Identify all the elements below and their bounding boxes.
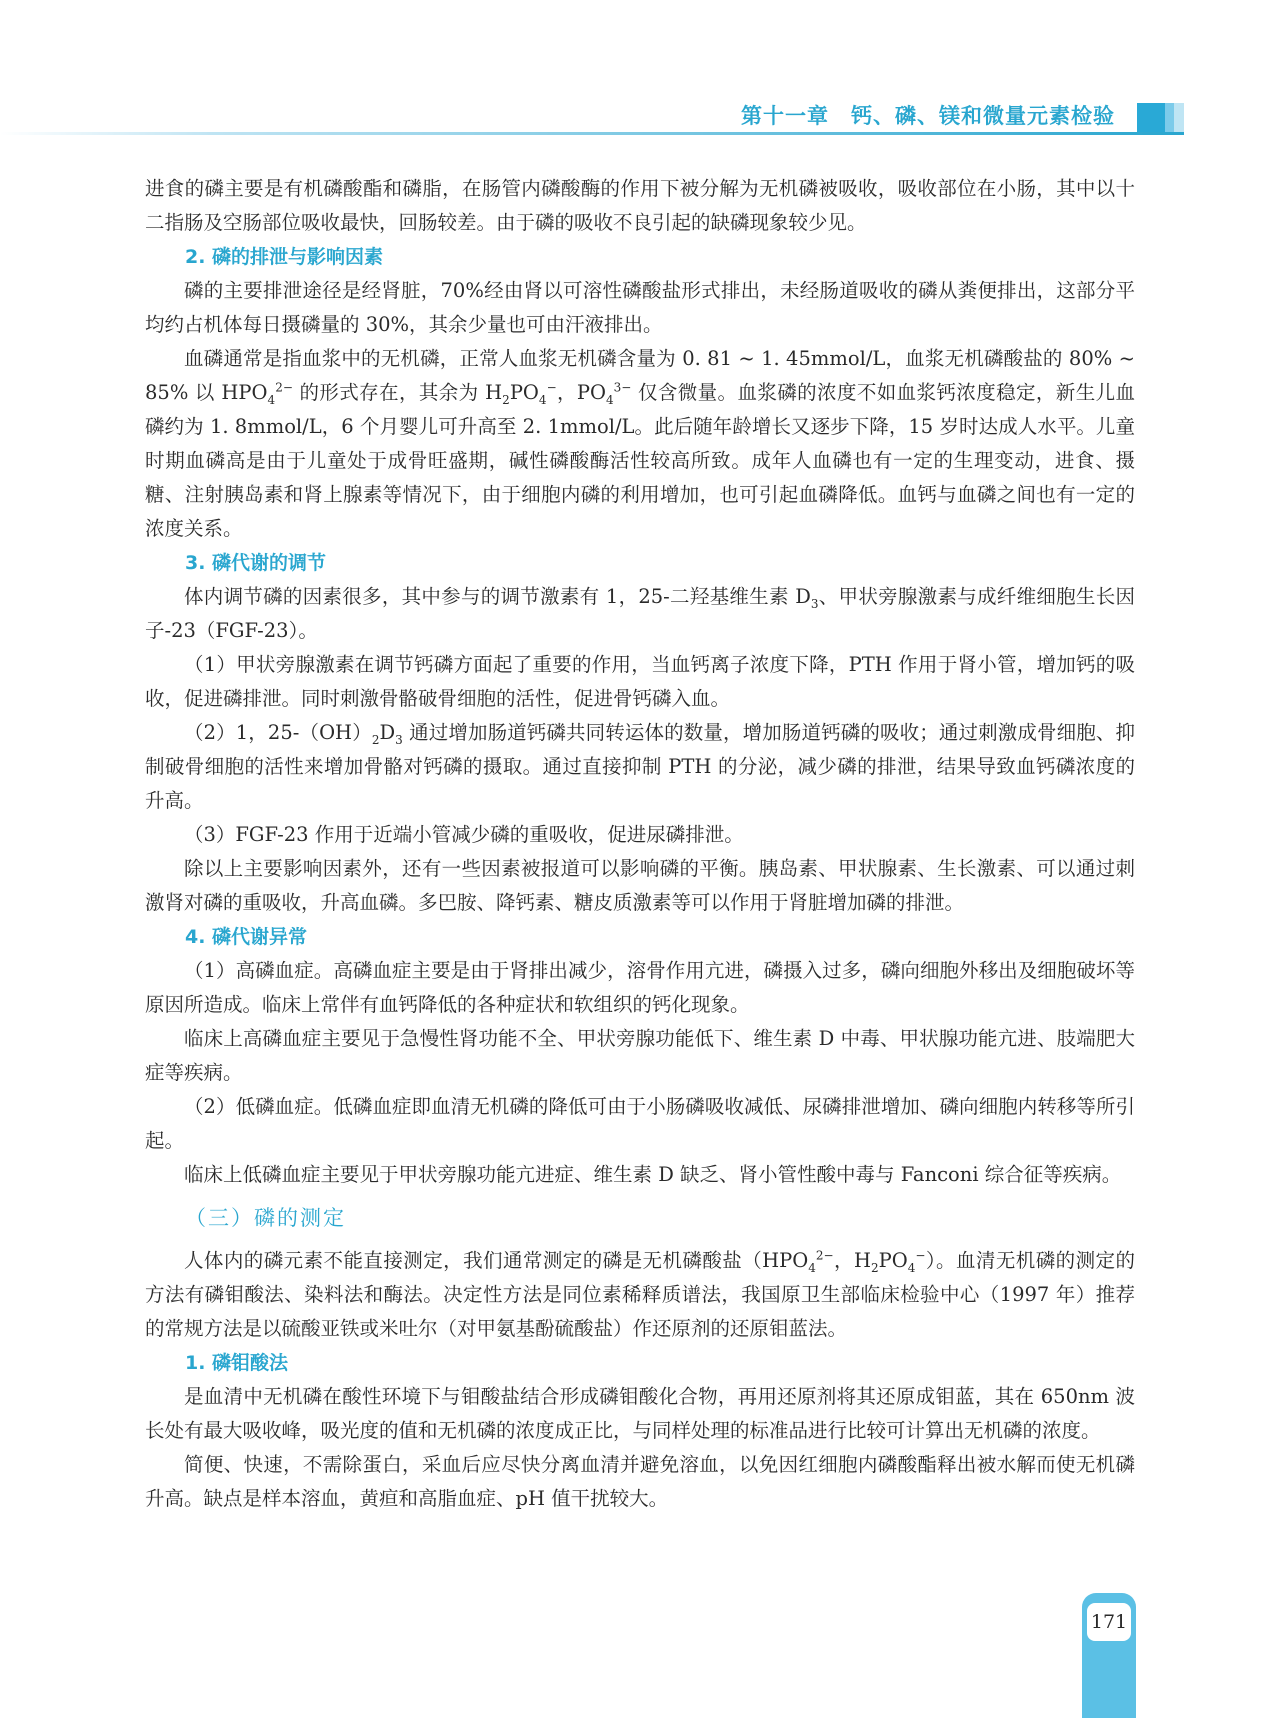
header-accent-block bbox=[1137, 103, 1165, 132]
page-number: 171 bbox=[1087, 1603, 1131, 1641]
paragraph: 临床上低磷血症主要见于甲状旁腺功能亢进症、维生素 D 缺乏、肾小管性酸中毒与 Fanconi 综合征等疾病。 bbox=[184, 1163, 1122, 1186]
paragraph: 人体内的磷元素不能直接测定，我们通常测定的磷是无机磷酸盐（$HPO_4^{2-}$，$H_2PO_4^-$）。血清无机磷的测定的方法有磷钼酸法、染料法和酶法。决定性方法是同位素稀释质谱法，我国原卫生部临床检验中心（1997 年）推荐的常规方法是以硫酸亚铁或米吐尔（对甲氨基酚硫酸盐）作还原剂的还原钼蓝法。 bbox=[145, 1248, 1135, 1340]
paragraph: 除以上主要影响因素外，还有一些因素被报道可以影响磷的平衡。胰岛素、甲状腺素、生长激素、可以通过刺激肾对磷的重吸收，升高血磷。多巴胺、降钙素、糖皮质激素等可以作用于肾脏增加磷的排泄。 bbox=[145, 857, 1135, 914]
paragraph: （1）高磷血症。高磷血症主要是由于肾排出减少，溶骨作用亢进，磷摄入过多，磷向细胞外移出及细胞破坏等原因所造成。临床上常伴有血钙降低的各种症状和软组织的钙化现象。 bbox=[145, 959, 1135, 1016]
header-accent-block bbox=[1174, 103, 1184, 132]
header-rule bbox=[0, 132, 1184, 135]
section-heading: （三）磷的测定 bbox=[185, 1206, 346, 1230]
paragraph: 体内调节磷的因素很多，其中参与的调节激素有 1，25-二羟基维生素 $D_3$、甲状旁腺激素与成纤维细胞生长因子-23（FGF-23）。 bbox=[145, 585, 1135, 642]
page-body bbox=[145, 172, 1135, 1516]
paragraph: （2）低磷血症。低磷血症即血清无机磷的降低可由于小肠磷吸收减低、尿磷排泄增加、磷向细胞内转移等所引起。 bbox=[145, 1095, 1135, 1152]
paragraph: 血磷通常是指血浆中的无机磷，正常人血浆无机磷含量为 0. 81 ~ 1. 45mmol/L，血浆无机磷酸盐的 80% ~ 85% 以 $HPO_4^{2-}$ 的形式存在，其余为 $H_2PO_4^-$，$PO_4^{3-}$ 仅含微量。血浆磷的浓度不如血浆钙浓度稳定，新生儿血磷约为 1. 8mmol/L，6 个月婴儿可升高至 2. 1mmol/L。此后随年龄增长又逐步下降，15 岁时达成人水平。儿童时期血磷高是由于儿童处于成骨旺盛期，碱性磷酸酶活性较高所致。成年人血磷也有一定的生理变动，进食、摄糖、注射胰岛素和肾上腺素等情况下，由于细胞内磷的利用增加，也可引起血磷降低。血钙与血磷之间也有一定的浓度关系。 bbox=[145, 347, 1136, 540]
subheading: 4. 磷代谢异常 bbox=[185, 926, 308, 948]
subheading: 1. 磷钼酸法 bbox=[185, 1352, 289, 1374]
paragraph: （3）FGF-23 作用于近端小管减少磷的重吸收，促进尿磷排泄。 bbox=[184, 823, 744, 846]
subheading: 3. 磷代谢的调节 bbox=[185, 552, 327, 574]
paragraph: （1）甲状旁腺激素在调节钙磷方面起了重要的作用，当血钙离子浓度下降，PTH 作用于肾小管，增加钙的吸收，促进磷排泄。同时刺激骨骼破骨细胞的活性，促进骨钙磷入血。 bbox=[145, 653, 1135, 710]
chapter-title: 第十一章 钙、磷、镁和微量元素检验 bbox=[741, 104, 1115, 128]
paragraph: 磷的主要排泄途径是经肾脏，70%经由肾以可溶性磷酸盐形式排出，未经肠道吸收的磷从粪便排出，这部分平均约占机体每日摄磷量的 30%，其余少量也可由汗液排出。 bbox=[145, 279, 1135, 336]
paragraph: 简便、快速，不需除蛋白，采血后应尽快分离血清并避免溶血，以免因红细胞内磷酸酯释出被水解而使无机磷升高。缺点是样本溶血，黄疸和高脂血症、pH 值干扰较大。 bbox=[145, 1453, 1135, 1510]
paragraph: 进食的磷主要是有机磷酸酯和磷脂，在肠管内磷酸酶的作用下被分解为无机磷被吸收，吸收部位在小肠，其中以十二指肠及空肠部位吸收最快，回肠较差。由于磷的吸收不良引起的缺磷现象较少见。 bbox=[145, 177, 1135, 234]
paragraph: （2）1，$25-(OH)_2D_3$ 通过增加肠道钙磷共同转运体的数量，增加肠道钙磷的吸收；通过刺激成骨细胞、抑制破骨细胞的活性来增加骨骼对钙磷的摄取。通过直接抑制 PTH 的分泌，减少磷的排泄，结果导致血钙磷浓度的升高。 bbox=[145, 721, 1135, 812]
header-accent-block bbox=[1165, 103, 1174, 132]
subheading: 2. 磷的排泄与影响因素 bbox=[185, 246, 384, 268]
paragraph: 是血清中无机磷在酸性环境下与钼酸盐结合形成磷钼酸化合物，再用还原剂将其还原成钼蓝，其在 650nm 波长处有最大吸收峰，吸光度的值和无机磷的浓度成正比，与同样处理的标准品进行比较可计算出无机磷的浓度。 bbox=[145, 1385, 1135, 1442]
paragraph: 临床上高磷血症主要见于急慢性肾功能不全、甲状旁腺功能低下、维生素 D 中毒、甲状腺功能亢进、肢端肥大症等疾病。 bbox=[145, 1027, 1135, 1084]
